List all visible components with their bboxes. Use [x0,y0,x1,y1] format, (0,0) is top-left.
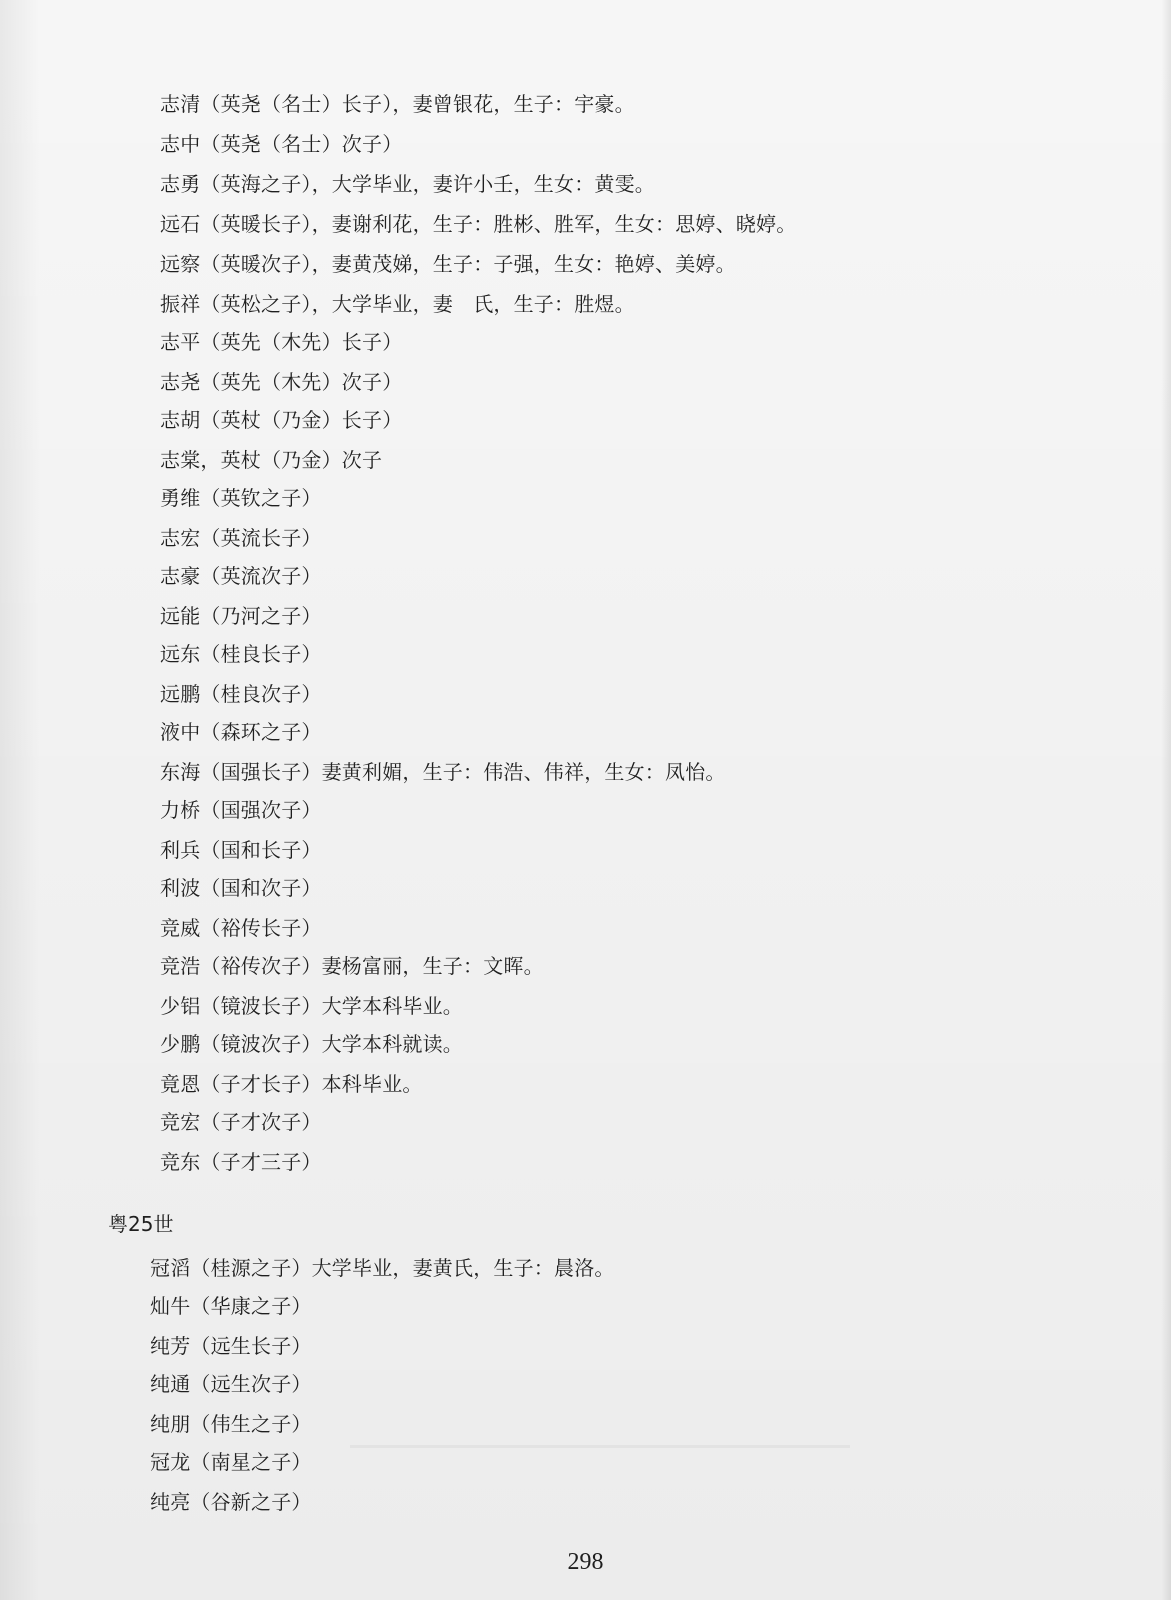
genealogy-entry: 少铝（镜波长子）大学本科毕业。 [160,994,463,1018]
genealogy-entry: 志胡（英杖（乃金）长子） [160,408,403,432]
scan-artifact-line [350,1445,850,1448]
generation-heading: 粤25世 [108,1212,174,1236]
genealogy-entry: 灿牛（华康之子） [150,1294,312,1318]
genealogy-entry: 志宏（英流长子） [160,526,322,550]
genealogy-entry: 冠龙（南星之子） [150,1450,312,1474]
genealogy-entry: 竞威（裕传长子） [160,916,322,940]
genealogy-entry: 远鹏（桂良次子） [160,682,322,706]
page-number: 298 [567,1549,604,1575]
genealogy-entry: 远察（英暖次子），妻黄茂娣，生子：子强，生女：艳婷、美婷。 [160,252,736,276]
scan-edge-shadow [1161,0,1171,1600]
genealogy-entry: 纯朋（伟生之子） [150,1412,312,1436]
genealogy-entry: 力桥（国强次子） [160,798,322,822]
genealogy-entry: 勇维（英钦之子） [160,486,322,510]
genealogy-entry: 纯亮（谷新之子） [150,1490,312,1514]
genealogy-entry: 竞宏（子才次子） [160,1110,322,1134]
genealogy-entry: 利波（国和次子） [160,876,322,900]
genealogy-entry: 志中（英尧（名士）次子） [160,132,403,156]
genealogy-entry: 竟恩（子才长子）本科毕业。 [160,1072,423,1096]
genealogy-entry: 竞东（子才三子） [160,1150,322,1174]
genealogy-entry: 志平（英先（木先）长子） [160,330,403,354]
genealogy-entry: 东海（国强长子）妻黄利媚，生子：伟浩、伟祥，生女：凤怡。 [160,760,726,784]
genealogy-entry: 竞浩（裕传次子）妻杨富丽，生子：文晖。 [160,954,544,978]
genealogy-entry: 振祥（英松之子），大学毕业，妻 氏，生子：胜煜。 [160,292,635,316]
genealogy-entry: 远能（乃河之子） [160,604,322,628]
genealogy-entry: 志清（英尧（名士）长子），妻曾银花，生子：宇豪。 [160,92,635,116]
genealogy-entry: 远石（英暖长子），妻谢利花，生子：胜彬、胜军，生女：思婷、晓婷。 [160,212,797,236]
genealogy-entry: 冠滔（桂源之子）大学毕业，妻黄氏，生子：晨洛。 [150,1256,615,1280]
genealogy-entry: 志勇（英海之子），大学毕业，妻许小壬，生女：黄雯。 [160,172,655,196]
genealogy-entry: 志豪（英流次子） [160,564,322,588]
genealogy-entry: 少鹏（镜波次子）大学本科就读。 [160,1032,463,1056]
genealogy-entry: 利兵（国和长子） [160,838,322,862]
genealogy-entry: 纯通（远生次子） [150,1372,312,1396]
genealogy-entry: 纯芳（远生长子） [150,1334,312,1358]
genealogy-entry: 志尧（英先（木先）次子） [160,370,403,394]
genealogy-entry: 液中（森环之子） [160,720,322,744]
genealogy-entry: 远东（桂良长子） [160,642,322,666]
genealogy-entry: 志棠，英杖（乃金）次子 [160,448,383,472]
